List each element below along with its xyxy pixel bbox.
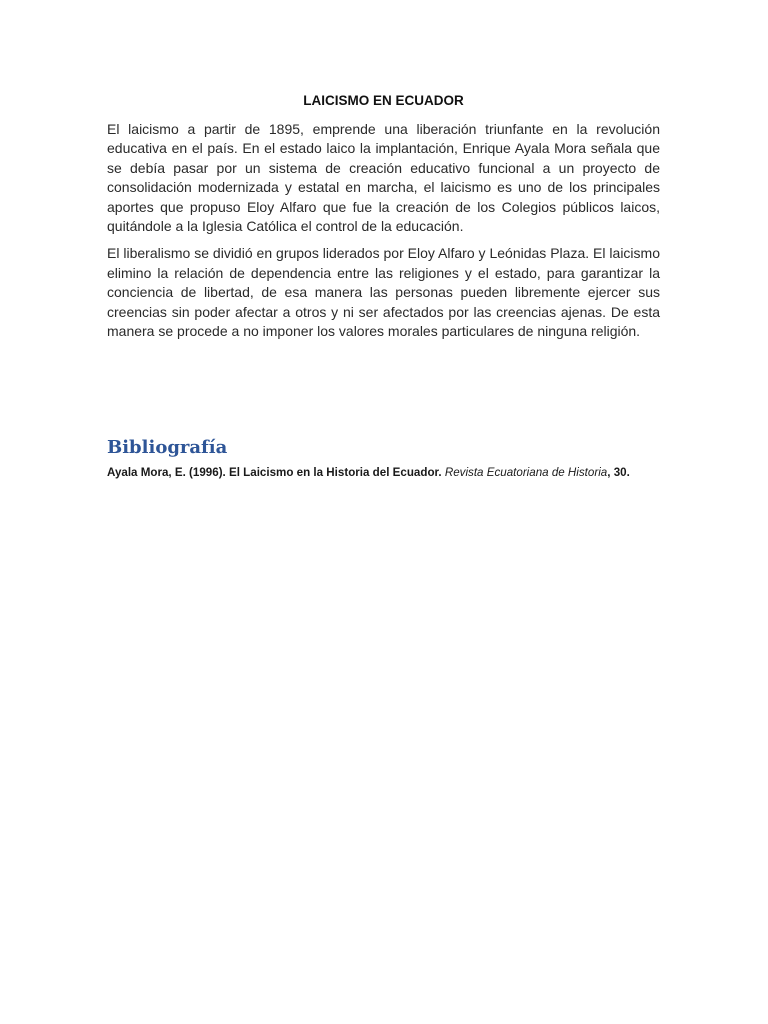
bibliography-heading: Bibliografía: [107, 437, 228, 458]
document-title: LAICISMO EN ECUADOR: [303, 93, 464, 108]
citation-journal: Revista Ecuatoriana de Historia: [444, 466, 608, 479]
bibliography-entry: [107, 464, 667, 482]
citation-author-title: Ayala Mora, E. (1996). El Laicismo en la Historia del Ecuador.: [107, 466, 445, 479]
document-body: [107, 92, 660, 349]
paragraph-2: El liberalismo se dividió en grupos liderados por Eloy Alfaro y Leónidas Plaza. El laicismo elimino la relación de dependencia entre las religiones y el estado, para garantizar la conciencia de libertad, de esa manera las personas pueden libremente ejercer sus creencias sin poder afectar a otros y ni ser afectados por las creencias ajenas. De esta manera se procede a no imponer los valores morales particulares de ninguna religión.: [107, 245, 660, 340]
paragraph-1: El laicismo a partir de 1895, emprende una liberación triunfante en la revolución educativa en el país. En el estado laico la implantación, Enrique Ayala Mora señala que se debía pasar por un sistema de creación educativo funcional a un proyecto de consolidación modernizada y estatal en marcha, el laicismo es uno de los principales aportes que propuso Eloy Alfaro que fue la creación de los Colegios públicos laicos, quitándole a la Iglesia Católica el control de la educación.: [107, 121, 660, 235]
citation-volume: , 30.: [607, 466, 630, 479]
